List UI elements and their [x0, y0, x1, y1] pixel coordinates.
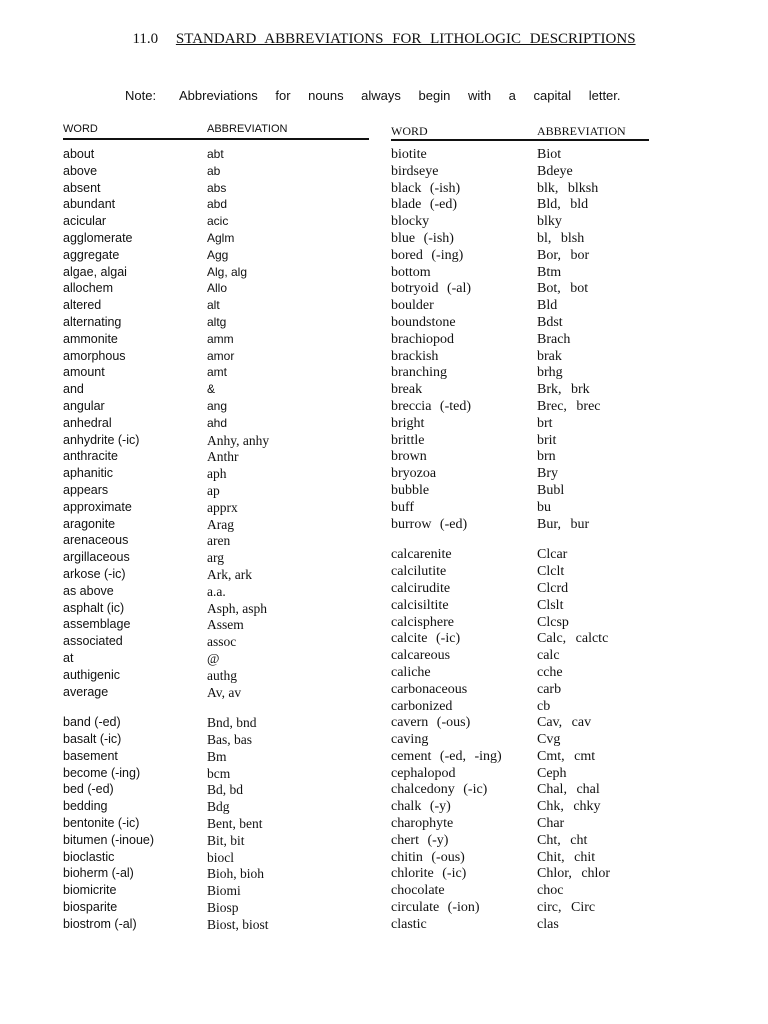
abbreviation-cell: Bur, bur	[537, 516, 590, 532]
abbreviation-cell: aph	[207, 466, 227, 482]
page-title	[0, 31, 768, 48]
abbreviation-cell: Biomi	[207, 883, 241, 899]
word-cell: authigenic	[63, 667, 120, 682]
abbreviation-cell: choc	[537, 883, 564, 899]
abbreviation-cell: brak	[537, 348, 562, 364]
abbreviation-cell: blky	[537, 214, 562, 230]
word-cell: chalk (-y)	[391, 799, 451, 815]
word-cell: chalcedony (-ic)	[391, 782, 488, 798]
word-cell: bed (-ed)	[63, 782, 114, 797]
word-cell: chitin (-ous)	[391, 849, 465, 865]
word-cell: associated	[63, 634, 123, 649]
word-cell: amount	[63, 365, 105, 380]
abbreviation-cell: Ark, ark	[207, 566, 252, 582]
abbreviation-cell: Brach	[537, 331, 571, 347]
abbreviation-cell: Aglm	[207, 230, 235, 245]
note-line	[125, 88, 621, 103]
abbreviation-cell: Chlor, chlor	[537, 866, 611, 882]
abbreviation-cell: &	[207, 382, 216, 397]
word-cell: agglomerate	[63, 230, 133, 245]
word-cell: blue (-ish)	[391, 230, 454, 246]
word-cell: abundant	[63, 197, 116, 212]
word-cell: alternating	[63, 314, 122, 329]
abbreviation-cell: Assem	[207, 617, 244, 633]
abbreviation-cell: Clcsp	[537, 614, 569, 630]
abbreviation-cell: apprx	[207, 499, 238, 515]
word-cell: asphalt (ic)	[63, 600, 125, 615]
word-cell: bored (-ing)	[391, 247, 464, 263]
abbreviation-cell: authg	[207, 667, 237, 683]
abbreviation-cell: Bdeye	[537, 163, 573, 179]
abbreviation-cell: Bubl	[537, 482, 565, 498]
word-cell: average	[63, 684, 109, 699]
word-cell: aragonite	[63, 516, 116, 531]
word-cell: anhydrite (-ic)	[63, 432, 140, 447]
word-cell: band (-ed)	[63, 715, 121, 730]
abbreviation-cell: clas	[537, 916, 559, 932]
left-header-word: WORD	[63, 123, 98, 135]
word-cell: above	[63, 163, 98, 178]
word-cell: calcareous	[391, 648, 451, 664]
abbreviation-cell: Ceph	[537, 765, 567, 781]
abbreviation-cell: Bit, bit	[207, 832, 245, 848]
word-cell: brittle	[391, 432, 425, 448]
abbreviation-cell: Chk, chky	[537, 799, 601, 815]
abbreviation-cell: Brec, brec	[537, 398, 601, 414]
abbreviation-cell: Av, av	[207, 684, 242, 700]
word-cell: appears	[63, 482, 109, 497]
abbreviation-cell: alt	[207, 298, 220, 313]
word-cell: brachiopod	[391, 331, 454, 347]
abbreviation-cell: bu	[537, 499, 551, 515]
abbreviation-cell: abt	[207, 147, 224, 161]
abbreviation-cell: Alg, alg	[207, 264, 248, 279]
word-cell: acicular	[63, 214, 107, 229]
word-cell: argillaceous	[63, 550, 130, 565]
abbreviation-cell: Bdg	[207, 799, 230, 815]
word-cell: chocolate	[391, 883, 445, 899]
word-cell: anhedral	[63, 415, 112, 430]
abbreviation-cell: Clclt	[537, 564, 565, 580]
abbreviation-cell: brit	[537, 432, 557, 448]
word-cell: black (-ish)	[391, 180, 461, 196]
note-label: Note:	[125, 88, 157, 103]
abbreviation-cell: Bld	[537, 298, 558, 314]
abbreviation-cell: Calc, calctc	[537, 631, 609, 647]
word-cell: bioherm (-al)	[63, 866, 134, 881]
word-cell: cephalopod	[391, 765, 456, 781]
abbreviation-cell: Bioh, bioh	[207, 866, 265, 882]
word-cell: and	[63, 382, 84, 397]
word-cell: cement (-ed, -ing)	[391, 748, 502, 764]
abbreviation-cell: Chal, chal	[537, 782, 600, 798]
abbreviation-cell: ang	[207, 398, 228, 413]
word-cell: calcisiltite	[391, 597, 449, 613]
abbreviation-cell: Char	[537, 816, 565, 832]
word-cell: biostrom (-al)	[63, 916, 137, 931]
word-cell: bottom	[391, 264, 431, 280]
abbreviation-cell: cb	[537, 698, 551, 714]
word-cell: charophyte	[391, 816, 454, 832]
abbreviation-cell: assoc	[207, 634, 237, 650]
word-cell: calcite (-ic)	[391, 631, 461, 647]
word-cell: biotite	[391, 147, 427, 162]
word-cell: brown	[391, 449, 427, 465]
word-cell: about	[63, 147, 95, 161]
word-cell: allochem	[63, 281, 114, 296]
abbreviation-cell: Biost, biost	[207, 916, 269, 932]
word-cell: boundstone	[391, 314, 456, 330]
abbreviation-cell: brhg	[537, 365, 563, 381]
word-cell: anthracite	[63, 449, 118, 464]
word-cell: calcisphere	[391, 614, 454, 630]
abbreviation-cell: @	[207, 650, 220, 666]
abbreviation-cell: Clcrd	[537, 580, 569, 596]
abbreviation-cell: Asph, asph	[207, 600, 267, 616]
abbreviation-cell: carb	[537, 681, 562, 697]
abbreviation-cell: Anthr	[207, 449, 239, 465]
abbreviation-cell: Brk, brk	[537, 382, 590, 398]
abbreviation-cell: Cht, cht	[537, 832, 588, 848]
abbreviation-cell: calc	[537, 648, 560, 664]
abbreviation-cell: Cvg	[537, 732, 561, 748]
left-header-abbreviation: ABBREVIATION	[207, 123, 288, 135]
word-cell: algae, algai	[63, 264, 127, 279]
abbreviation-cell: biocl	[207, 849, 234, 865]
abbreviation-cell: altg	[207, 314, 227, 329]
word-cell: carbonized	[391, 698, 453, 714]
left-header-rule	[63, 138, 369, 140]
word-cell: blocky	[391, 214, 430, 230]
abbreviation-cell: Bor, bor	[537, 247, 590, 263]
word-cell: biosparite	[63, 900, 118, 915]
word-cell: absent	[63, 180, 101, 195]
abbreviation-cell: amm	[207, 331, 234, 346]
abbreviation-cell: Chit, chit	[537, 849, 596, 865]
right-header-rule	[391, 139, 649, 141]
word-cell: birdseye	[391, 163, 439, 179]
abbreviation-cell: a.a.	[207, 583, 226, 599]
word-cell: break	[391, 382, 423, 398]
abbreviation-cell: ab	[207, 163, 221, 178]
abbreviation-cell: amt	[207, 365, 228, 380]
word-cell: aphanitic	[63, 466, 114, 481]
word-cell: calcirudite	[391, 580, 451, 596]
word-cell: become (-ing)	[63, 765, 141, 780]
word-cell: arkose (-ic)	[63, 566, 126, 581]
word-cell: branching	[391, 365, 447, 381]
abbreviation-cell: abd	[207, 197, 228, 212]
abbreviation-cell: circ, Circ	[537, 900, 596, 916]
note-text: Abbreviations for nouns always begin with a capital letter.	[178, 88, 621, 103]
word-cell: arenaceous	[63, 533, 129, 548]
word-cell: aggregate	[63, 247, 120, 262]
abbreviation-cell: Bld, bld	[537, 197, 589, 213]
abbreviation-cell: acic	[207, 214, 229, 229]
abbreviation-cell: Cav, cav	[537, 715, 592, 731]
word-cell: clastic	[391, 916, 427, 932]
abbreviation-cell: Bm	[207, 748, 227, 764]
word-cell: bentonite (-ic)	[63, 816, 140, 831]
abbreviation-cell: Btm	[537, 264, 562, 280]
word-cell: bright	[391, 415, 425, 431]
word-cell: at	[63, 650, 74, 665]
word-cell: basement	[63, 748, 118, 763]
word-cell: assemblage	[63, 617, 131, 632]
title-text: STANDARD ABBREVIATIONS FOR LITHOLOGIC DESCRIPTIONS	[175, 31, 636, 47]
word-cell: as above	[63, 583, 114, 598]
abbreviation-cell: Arag	[207, 516, 234, 532]
right-header-word: WORD	[391, 124, 428, 138]
word-cell: cavern (-ous)	[391, 715, 471, 731]
word-cell: basalt (-ic)	[63, 732, 122, 747]
word-cell: chlorite (-ic)	[391, 866, 467, 882]
word-cell: amorphous	[63, 348, 126, 363]
word-cell: approximate	[63, 499, 132, 514]
word-cell: ammonite	[63, 331, 118, 346]
word-cell: caliche	[391, 664, 431, 680]
abbreviation-cell: brt	[537, 415, 553, 431]
word-cell: circulate (-ion)	[391, 900, 480, 916]
abbreviation-cell: Bnd, bnd	[207, 715, 257, 731]
abbreviation-cell: blk, blksh	[537, 180, 599, 196]
abbreviation-cell: Bdst	[537, 314, 563, 330]
word-cell: calcilutite	[391, 564, 447, 580]
abbreviation-cell: brn	[537, 449, 556, 465]
word-cell: bedding	[63, 799, 108, 814]
word-cell: bryozoa	[391, 466, 437, 482]
abbreviation-cell: cche	[537, 664, 563, 680]
abbreviation-cell: arg	[207, 550, 224, 566]
abbreviation-cell: Biosp	[207, 900, 239, 916]
word-cell: boulder	[391, 298, 434, 314]
word-cell: buff	[391, 499, 415, 515]
word-cell: breccia (-ted)	[391, 398, 471, 414]
word-cell: bioclastic	[63, 849, 115, 864]
abbreviation-cell: bcm	[207, 765, 231, 781]
word-cell: bitumen (-inoue)	[63, 832, 155, 847]
word-cell: chert (-y)	[391, 832, 449, 848]
abbreviation-cell: Bot, bot	[537, 281, 589, 297]
abbreviation-cell: abs	[207, 180, 227, 195]
abbreviation-cell: Anhy, anhy	[207, 432, 270, 448]
section-number: 11.0	[132, 31, 159, 47]
abbreviation-cell: bl, blsh	[537, 230, 585, 246]
abbreviation-cell: ahd	[207, 415, 228, 430]
word-cell: burrow (-ed)	[391, 516, 468, 532]
abbreviation-cell: Bent, bent	[207, 816, 263, 832]
abbreviation-cell: Clslt	[537, 597, 564, 613]
word-cell: blade (-ed)	[391, 197, 458, 213]
word-cell: brackish	[391, 348, 439, 364]
word-cell: caving	[391, 732, 429, 748]
abbreviation-cell: Biot	[537, 147, 562, 162]
abbreviation-cell: Bd, bd	[207, 782, 244, 798]
word-cell: biomicrite	[63, 883, 117, 898]
abbreviation-cell: ap	[207, 482, 220, 498]
right-header-abbreviation: ABBREVIATION	[537, 124, 626, 138]
abbreviation-cell: Agg	[207, 247, 229, 262]
word-cell: bubble	[391, 482, 430, 498]
word-cell: botryoid (-al)	[391, 281, 472, 297]
word-cell: calcarenite	[391, 547, 452, 563]
abbreviation-cell: amor	[207, 348, 235, 363]
abbreviation-cell: Cmt, cmt	[537, 748, 596, 764]
abbreviation-cell: Allo	[207, 281, 228, 296]
abbreviation-cell: Bry	[537, 466, 558, 482]
abbreviation-cell: Bas, bas	[207, 732, 252, 748]
abbreviation-cell: Clcar	[537, 547, 568, 563]
word-cell: altered	[63, 298, 102, 313]
word-cell: carbonaceous	[391, 681, 468, 697]
word-cell: angular	[63, 398, 105, 413]
abbreviation-cell: aren	[207, 533, 231, 549]
